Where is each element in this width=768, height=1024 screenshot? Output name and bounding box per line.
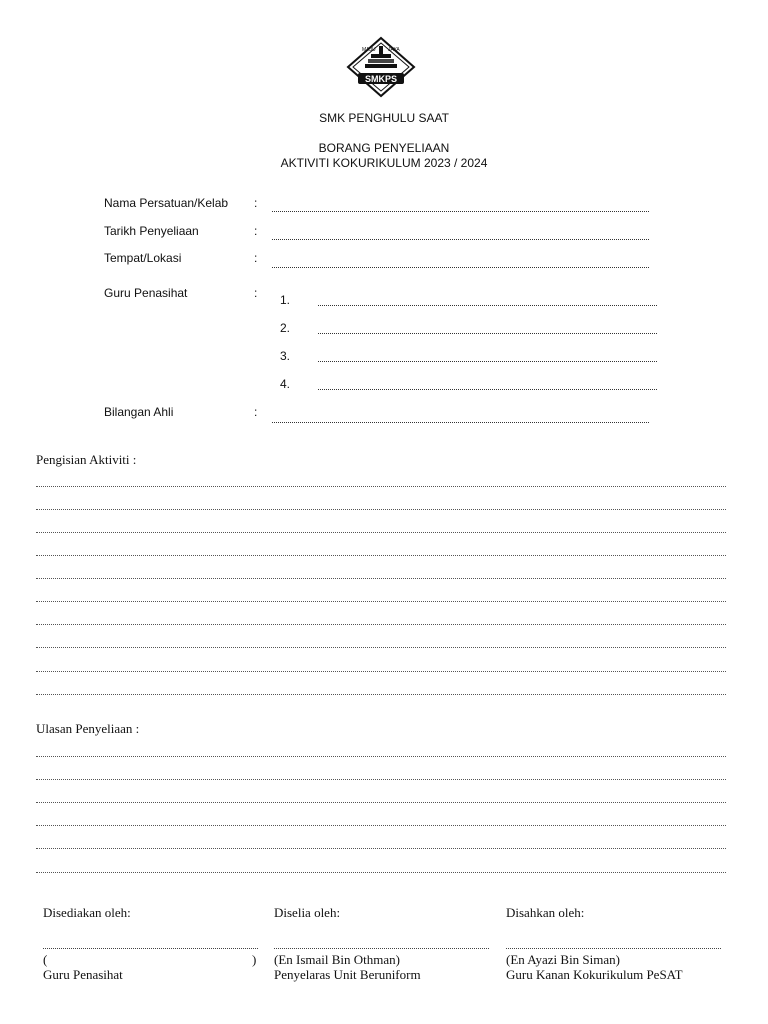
activity-line[interactable]: [36, 670, 726, 672]
advisor-field-3[interactable]: [318, 360, 657, 362]
prepared-by-heading: Disediakan oleh:: [43, 905, 131, 920]
club-name-colon: :: [254, 196, 258, 210]
form-title: BORANG PENYELIAAN: [318, 141, 450, 155]
supervised-by-heading: Diselia oleh:: [274, 905, 341, 920]
location-field[interactable]: [272, 266, 649, 268]
approved-signature-line[interactable]: [506, 947, 721, 949]
school-crest-logo: [346, 36, 416, 98]
date-colon: :: [254, 224, 258, 238]
review-section-title: Ulasan Penyeliaan :: [36, 721, 140, 736]
approved-by-heading: Disahkan oleh:: [506, 905, 585, 920]
advisor-number-4: 4.: [280, 377, 291, 391]
logo-motto-right: JAYA: [388, 47, 400, 53]
review-line[interactable]: [36, 801, 726, 803]
supervised-signature-line[interactable]: [274, 947, 489, 949]
advisor-colon: :: [254, 286, 258, 300]
prepared-role: Guru Penasihat: [43, 967, 123, 982]
advisor-number-3: 3.: [280, 349, 291, 363]
activity-line[interactable]: [36, 693, 726, 695]
activity-line[interactable]: [36, 577, 726, 579]
location-label: Tempat/Lokasi: [104, 251, 182, 265]
review-line[interactable]: [36, 778, 726, 780]
members-label: Bilangan Ahli: [104, 405, 174, 419]
activity-line[interactable]: [36, 600, 726, 602]
form-subtitle: AKTIVITI KOKURIKULUM 2023 / 2024: [280, 156, 488, 170]
location-colon: :: [254, 251, 258, 265]
activity-line[interactable]: [36, 531, 726, 533]
members-field[interactable]: [272, 421, 649, 423]
prepared-open-paren: (: [43, 952, 48, 967]
activity-line[interactable]: [36, 646, 726, 648]
advisor-field-4[interactable]: [318, 388, 657, 390]
prepared-close-paren: ): [252, 952, 257, 967]
advisor-field-2[interactable]: [318, 332, 657, 334]
activity-line[interactable]: [36, 485, 726, 487]
logo-motto-left: MAJU: [362, 47, 376, 53]
activity-line[interactable]: [36, 623, 726, 625]
advisor-label: Guru Penasihat: [104, 286, 188, 300]
supervised-role: Penyelaras Unit Beruniform: [274, 967, 421, 982]
review-line[interactable]: [36, 755, 726, 757]
approved-role: Guru Kanan Kokurikulum PeSAT: [506, 967, 683, 982]
date-label: Tarikh Penyeliaan: [104, 224, 199, 238]
activity-line[interactable]: [36, 554, 726, 556]
advisor-number-2: 2.: [280, 321, 291, 335]
activity-section-title: Pengisian Aktiviti :: [36, 452, 137, 467]
school-name: SMK PENGHULU SAAT: [319, 111, 449, 125]
date-field[interactable]: [272, 238, 649, 240]
review-line[interactable]: [36, 871, 726, 873]
supervised-name: (En Ismail Bin Othman): [274, 952, 401, 967]
prepared-signature-line[interactable]: [43, 947, 258, 949]
club-name-label: Nama Persatuan/Kelab: [104, 196, 229, 210]
advisor-number-1: 1.: [280, 293, 291, 307]
review-line[interactable]: [36, 824, 726, 826]
approved-name: (En Ayazi Bin Siman): [506, 952, 620, 967]
logo-initials: SMKPS: [364, 74, 398, 84]
members-colon: :: [254, 405, 258, 419]
club-name-field[interactable]: [272, 210, 649, 212]
advisor-field-1[interactable]: [318, 304, 657, 306]
activity-line[interactable]: [36, 508, 726, 510]
review-line[interactable]: [36, 847, 726, 849]
